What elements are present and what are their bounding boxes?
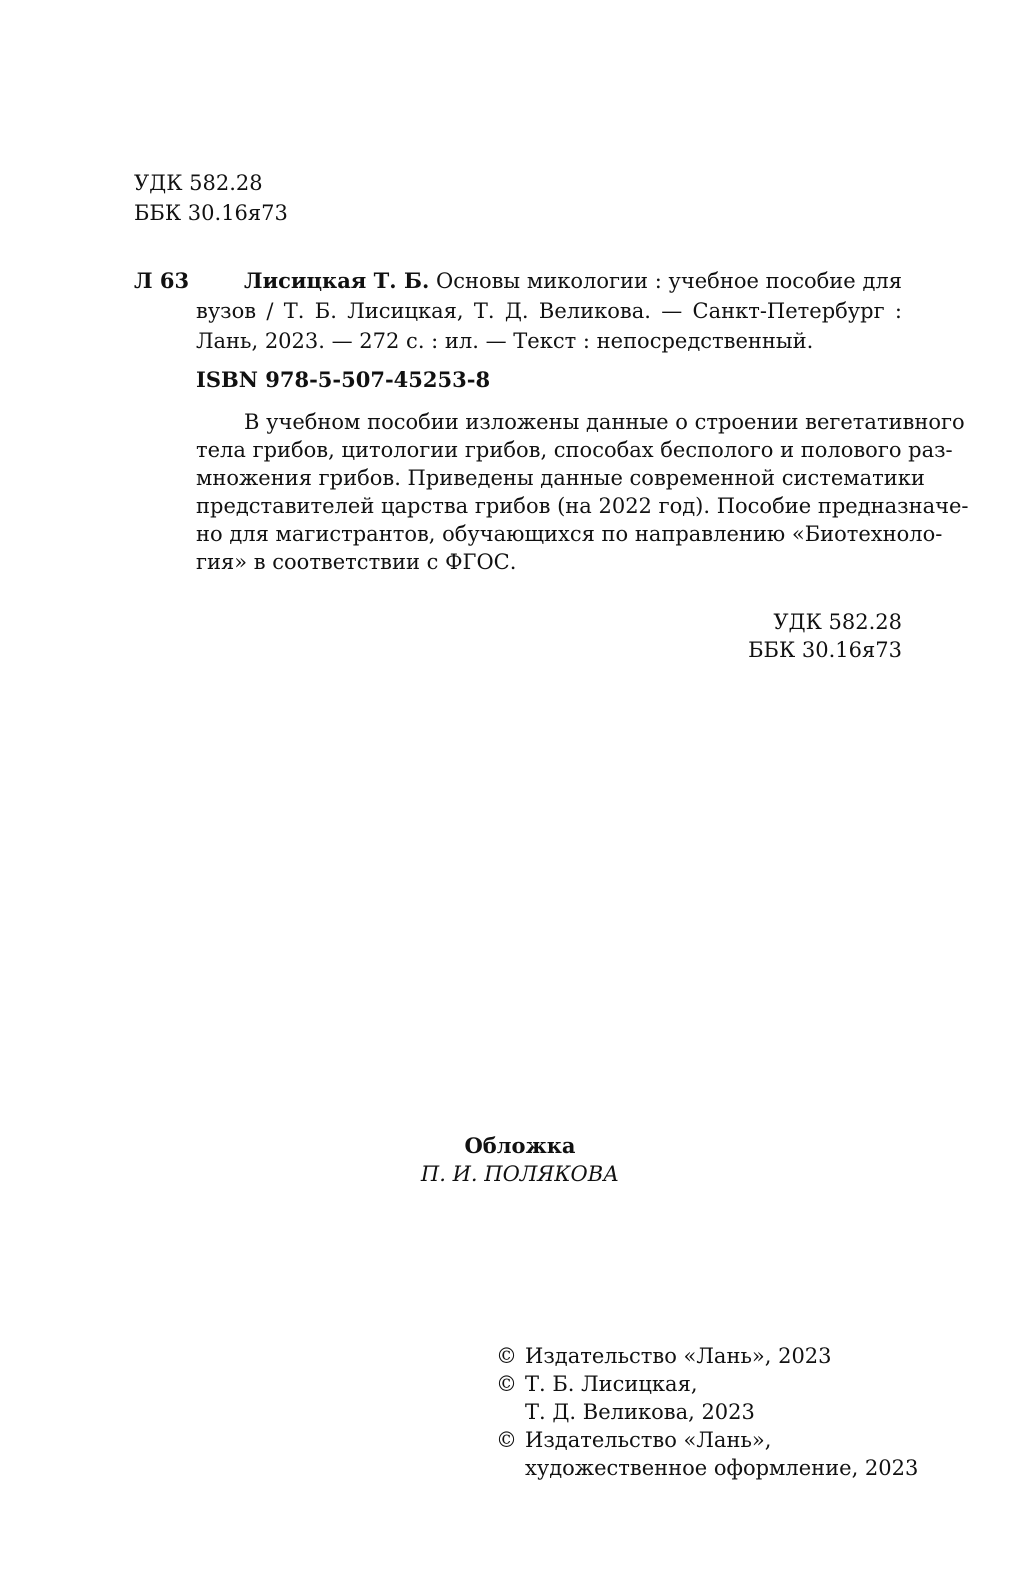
copyright-symbol: © — [496, 1372, 517, 1396]
cover-credit-label: Обложка — [464, 1133, 576, 1158]
copyright-design-line-1: Издательство «Лань», — [525, 1428, 772, 1452]
bbk-code-bottom: ББК 30.16я73 — [748, 638, 902, 662]
bibliographic-entry-line-2: вузов / Т. Б. Лисицкая, Т. Д. Великова. — Санкт-Петербург : — [196, 299, 902, 323]
copyright-symbol: © — [496, 1344, 517, 1368]
annotation-line: множения грибов. Приведены данные современной систематики — [196, 466, 925, 490]
annotation-line: представителей царства грибов (на 2022 год). Пособие предназначе- — [196, 494, 969, 518]
cover-designer-name: П. И. ПОЛЯКОВА — [420, 1162, 620, 1186]
udk-code-bottom: УДК 582.28 — [773, 610, 902, 634]
copyright-publisher: Издательство «Лань», 2023 — [525, 1344, 832, 1368]
bibliographic-entry-line-3: Лань, 2023. — 272 с. : ил. — Текст : непосредственный. — [196, 329, 814, 353]
copyright-authors-line-1: Т. Б. Лисицкая, — [525, 1372, 698, 1396]
bibliographic-entry-line-1 — [244, 267, 902, 295]
annotation-line: но для магистрантов, обучающихся по направлению «Биотехноло- — [196, 522, 943, 546]
copyright-design-line-2: художественное оформление, 2023 — [525, 1456, 919, 1480]
title-text: Основы микологии : учебное пособие для — [429, 269, 902, 293]
annotation-line: гия» в соответствии с ФГОС. — [196, 550, 517, 574]
annotation-line: В учебном пособии изложены данные о строении вегетативного — [244, 410, 965, 434]
author-mark: Л 63 — [134, 268, 190, 293]
isbn: ISBN 978-5-507-45253-8 — [196, 367, 491, 392]
copyright-authors-line-2: Т. Д. Великова, 2023 — [525, 1400, 755, 1424]
annotation-line: тела грибов, цитологии грибов, способах бесполого и полового раз- — [196, 438, 953, 462]
copyright-symbol: © — [496, 1428, 517, 1452]
udk-code-top: УДК 582.28 — [134, 171, 263, 195]
author-name: Лисицкая Т. Б. — [244, 268, 430, 293]
bbk-code-top: ББК 30.16я73 — [134, 201, 288, 225]
